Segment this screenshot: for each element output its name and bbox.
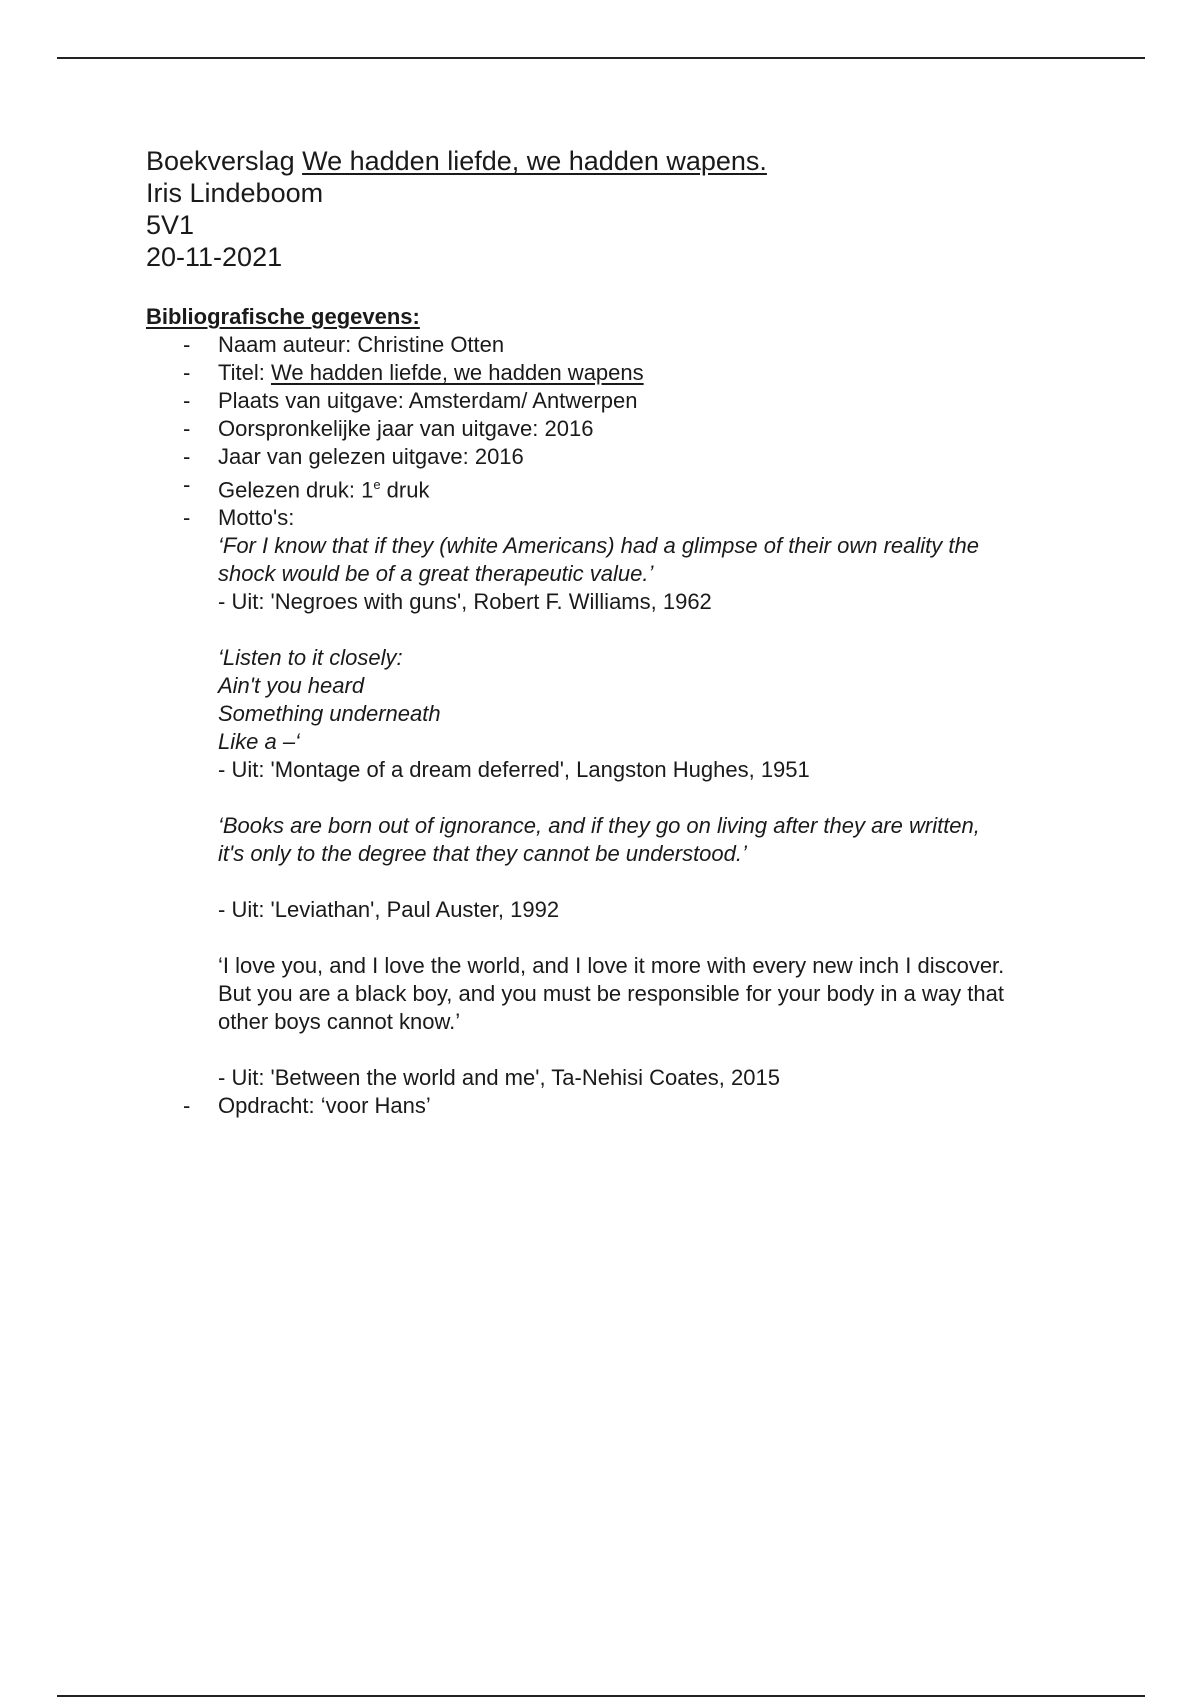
bullet-dash: -	[183, 1093, 191, 1119]
title-prefix: Titel:	[218, 360, 271, 385]
bibliography-heading: Bibliografische gegevens:	[146, 304, 420, 329]
original-year-text: Oorspronkelijke jaar van uitgave: 2016	[218, 416, 594, 441]
bullet-dash: -	[183, 472, 191, 497]
motto-line: shock would be of a great therapeutic value.’	[218, 561, 654, 587]
motto-source: - Uit: 'Between the world and me', Ta-Nehisi Coates, 2015	[218, 1065, 780, 1091]
read-year-text: Jaar van gelezen uitgave: 2016	[218, 444, 524, 469]
list-item-edition	[146, 471, 1106, 504]
list-item-dedication	[146, 1092, 1106, 1120]
report-header	[146, 145, 767, 273]
motto-2	[218, 644, 1106, 784]
report-date: 20-11-2021	[146, 242, 283, 272]
bibliography-section	[146, 303, 1106, 1120]
motto-line: ‘Books are born out of ignorance, and if they go on living after they are written,	[218, 813, 980, 839]
motto-line: ‘For I know that if they (white Americans) had a glimpse of their own reality the	[218, 533, 979, 559]
motto-4	[218, 952, 1106, 1092]
title-value: We hadden liefde, we hadden wapens	[270, 360, 644, 385]
author-text: Naam auteur: Christine Otten	[218, 332, 505, 357]
list-item-read-year	[146, 443, 1106, 471]
motto-line: other boys cannot know.’	[218, 1009, 461, 1035]
list-item-original-year	[146, 415, 1106, 443]
motto-1	[218, 532, 1106, 616]
bullet-dash: -	[183, 388, 191, 413]
motto-source: - Uit: 'Negroes with guns', Robert F. Williams, 1962	[218, 589, 712, 615]
bibliography-list	[146, 331, 1106, 1120]
motto-line: it's only to the degree that they cannot be understood.’	[218, 841, 747, 867]
list-item-place	[146, 387, 1106, 415]
list-item-author	[146, 331, 1106, 359]
top-rule	[57, 57, 1145, 59]
edition-suffix: druk	[380, 477, 430, 503]
motto-line: ‘I love you, and I love the world, and I love it more with every new inch I discover.	[218, 953, 1005, 979]
bullet-dash: -	[183, 505, 191, 531]
bullet-dash: -	[183, 332, 191, 357]
report-title-prefix: Boekverslag	[146, 146, 303, 176]
dedication-text: Opdracht: ‘voor Hans’	[218, 1093, 431, 1119]
class-label: 5V1	[146, 210, 195, 240]
edition-superscript: e	[373, 477, 381, 492]
place-text: Plaats van uitgave: Amsterdam/ Antwerpen	[218, 388, 638, 413]
mottos-label: Motto's:	[218, 505, 295, 531]
motto-source: - Uit: 'Montage of a dream deferred', Langston Hughes, 1951	[218, 757, 810, 783]
motto-line: But you are a black boy, and you must be responsible for your body in a way that	[218, 981, 1004, 1007]
list-item-mottos	[146, 504, 1106, 1092]
motto-3	[218, 812, 1106, 924]
bullet-dash: -	[183, 416, 191, 441]
motto-line: Something underneath	[218, 701, 441, 727]
list-item-title	[146, 359, 1106, 387]
motto-line: Ain't you heard	[218, 673, 365, 699]
bullet-dash: -	[183, 444, 191, 469]
student-name: Iris Lindeboom	[146, 178, 324, 208]
motto-line: Like a –‘	[218, 729, 300, 755]
motto-line: ‘Listen to it closely:	[218, 645, 403, 671]
bullet-dash: -	[183, 360, 191, 385]
motto-source: - Uit: 'Leviathan', Paul Auster, 1992	[218, 897, 560, 923]
bottom-rule	[57, 1695, 1145, 1697]
report-book-title: We hadden liefde, we hadden wapens.	[302, 146, 767, 176]
report-title-line	[146, 145, 767, 177]
edition-prefix: Gelezen druk: 1	[218, 477, 374, 503]
